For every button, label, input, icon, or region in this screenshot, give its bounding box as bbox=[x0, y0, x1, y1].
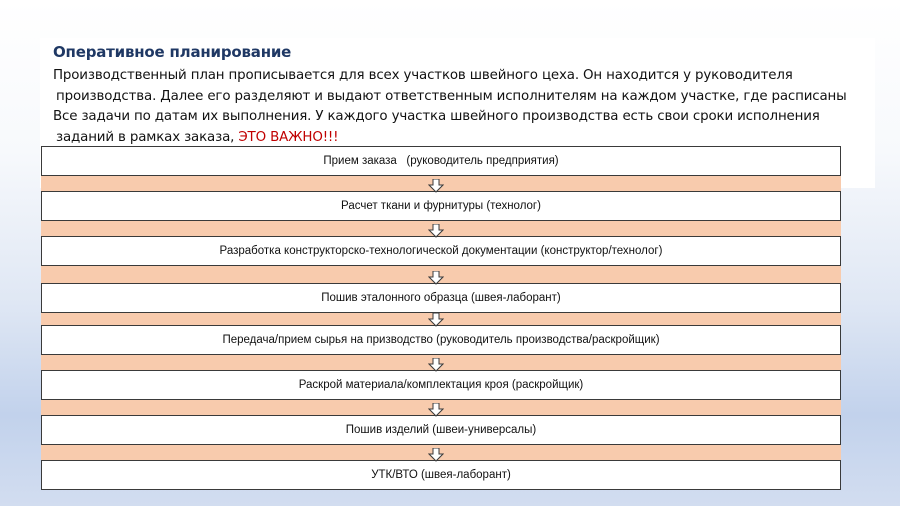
process-step-1 bbox=[41, 146, 841, 176]
process-step-5 bbox=[41, 325, 841, 355]
description-line-4 bbox=[53, 128, 883, 149]
important-note: ЭТО ВАЖНО!!! bbox=[238, 129, 339, 145]
process-step-label: Расчет ткани и фурнитуры (технолог) bbox=[341, 200, 541, 212]
down-arrow-icon bbox=[428, 271, 444, 285]
process-step-label: Разработка конструкторско-технологической документации (конструктор/технолог) bbox=[219, 245, 663, 257]
process-step-3 bbox=[41, 236, 841, 266]
process-step-2 bbox=[41, 191, 841, 221]
down-arrow-icon bbox=[428, 224, 444, 238]
description-paragraph bbox=[53, 66, 883, 148]
process-step-label: Раскрой материала/комплектация кроя (раскройщик) bbox=[298, 379, 584, 391]
description-line-4-text: заданий в рамках заказа, bbox=[56, 129, 239, 145]
process-step-label: УТК/ВТО (швея-лаборант) bbox=[371, 469, 511, 481]
process-step-label: Пошив изделий (швеи-универсалы) bbox=[345, 424, 537, 436]
description-line-2: производства. Далее его разделяют и выдают ответственным исполнителям на каждом участке, где расписаны bbox=[56, 88, 847, 104]
down-arrow-icon bbox=[428, 179, 444, 193]
process-step-7 bbox=[41, 415, 841, 445]
process-step-6 bbox=[41, 370, 841, 400]
down-arrow-icon bbox=[428, 403, 444, 417]
process-step-4 bbox=[41, 283, 841, 313]
process-step-label: Пошив эталонного образца (швея-лаборант) bbox=[321, 292, 561, 304]
process-step-8 bbox=[41, 460, 841, 490]
description-line-1: Производственный план прописывается для всех участков швейного цеха. Он находится у руководителя bbox=[53, 68, 793, 83]
down-arrow-icon bbox=[428, 448, 444, 462]
down-arrow-icon bbox=[428, 313, 444, 327]
process-step-label: Передача/прием сырья на призводство (руководитель производства/раскройщик) bbox=[222, 334, 660, 346]
slide-title: Оперативное планирование bbox=[53, 43, 292, 61]
description-line-3: Все задачи по датам их выполнения. У каждого участка швейного производства есть свои сроки исполнения bbox=[53, 109, 820, 124]
down-arrow-icon bbox=[428, 358, 444, 372]
process-step-label: Прием заказа (руководитель предприятия) bbox=[323, 155, 559, 167]
